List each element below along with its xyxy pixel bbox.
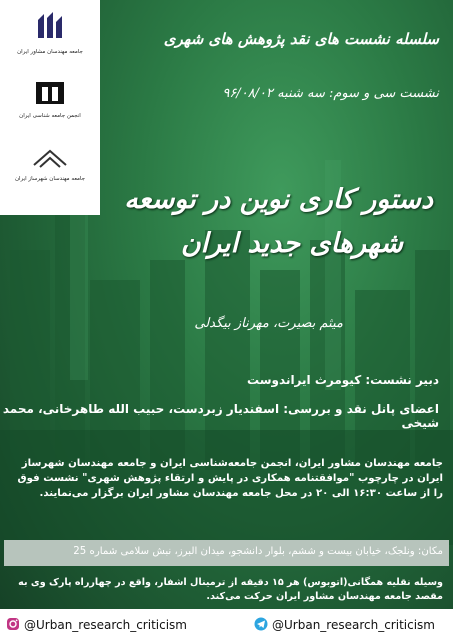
instagram-icon [6, 617, 20, 634]
urban-engineers-logo-caption: جامعه مهندسان شهرساز ایران [15, 176, 85, 182]
sociology-logo-caption: انجمن جامعه شناسی ایران [19, 113, 81, 119]
society-logo [0, 8, 100, 56]
telegram-handle[interactable] [254, 617, 435, 634]
authors: میثم بصیرت، مهرناز بیگدلی [194, 316, 343, 331]
event-description: جامعه مهندسان مشاور ایران، انجمن جامعه‌شناسی ایران و جامعه مهندسان شهرساز ایران در چارچوب "موافقتنامه همکاری در پایش و ارتقاء پژوهش شهری" نشست فوق را از ساعت ۱۶:۳۰ الی ۲۰ در محل جامعه مهندسان مشاور ایران برگزار می‌نمایند. [17, 458, 443, 499]
series-title: سلسله نشست های نقد پژوهش های شهری [163, 30, 439, 48]
logos-panel [0, 0, 100, 215]
telegram-icon [254, 617, 268, 634]
session-secretary: دبیر نشست: کیومرث ایراندوست [247, 373, 439, 387]
instagram-handle-text: @Urban_research_criticism [24, 618, 187, 632]
session-info: نشست سی و سوم: سه شنبه ۹۶/۰۸/۰۲ [222, 86, 439, 101]
instagram-handle[interactable] [6, 617, 187, 634]
sociology-logo [0, 78, 100, 120]
society-logo-caption: جامعه مهندسان مشاور ایران [17, 49, 83, 55]
venue-address: مکان: ونلجک، خیابان بیست و ششم، بلوار دانشجو، میدان البرز، نبش سلامی شماره 25 [73, 546, 443, 557]
urban-engineers-logo [0, 145, 100, 183]
telegram-handle-text: @Urban_research_criticism [272, 618, 435, 632]
footer [0, 609, 453, 640]
main-title-line-1: دستور کاری نوین در توسعه [124, 184, 433, 215]
panel-members: اعضای پانل نقد و بررسی: اسفندیار زبردست، حبیب الله طاهرخانی، محمد شیخی [2, 402, 439, 430]
society-logo-icon [32, 8, 68, 44]
main-title-line-2: شهرهای جدید ایران [180, 228, 403, 259]
urban-engineers-logo-icon [30, 145, 70, 171]
sociology-logo-icon [32, 78, 68, 108]
transport-info: وسیله نقلیه همگانی(اتوبوس) هر ۱۵ دقیقه از ترمینال اشفار، واقع در چهارراه پارک وی به مقصد جامعه مهندسان مشاور ایران حرکت می‌کند. [18, 577, 443, 602]
